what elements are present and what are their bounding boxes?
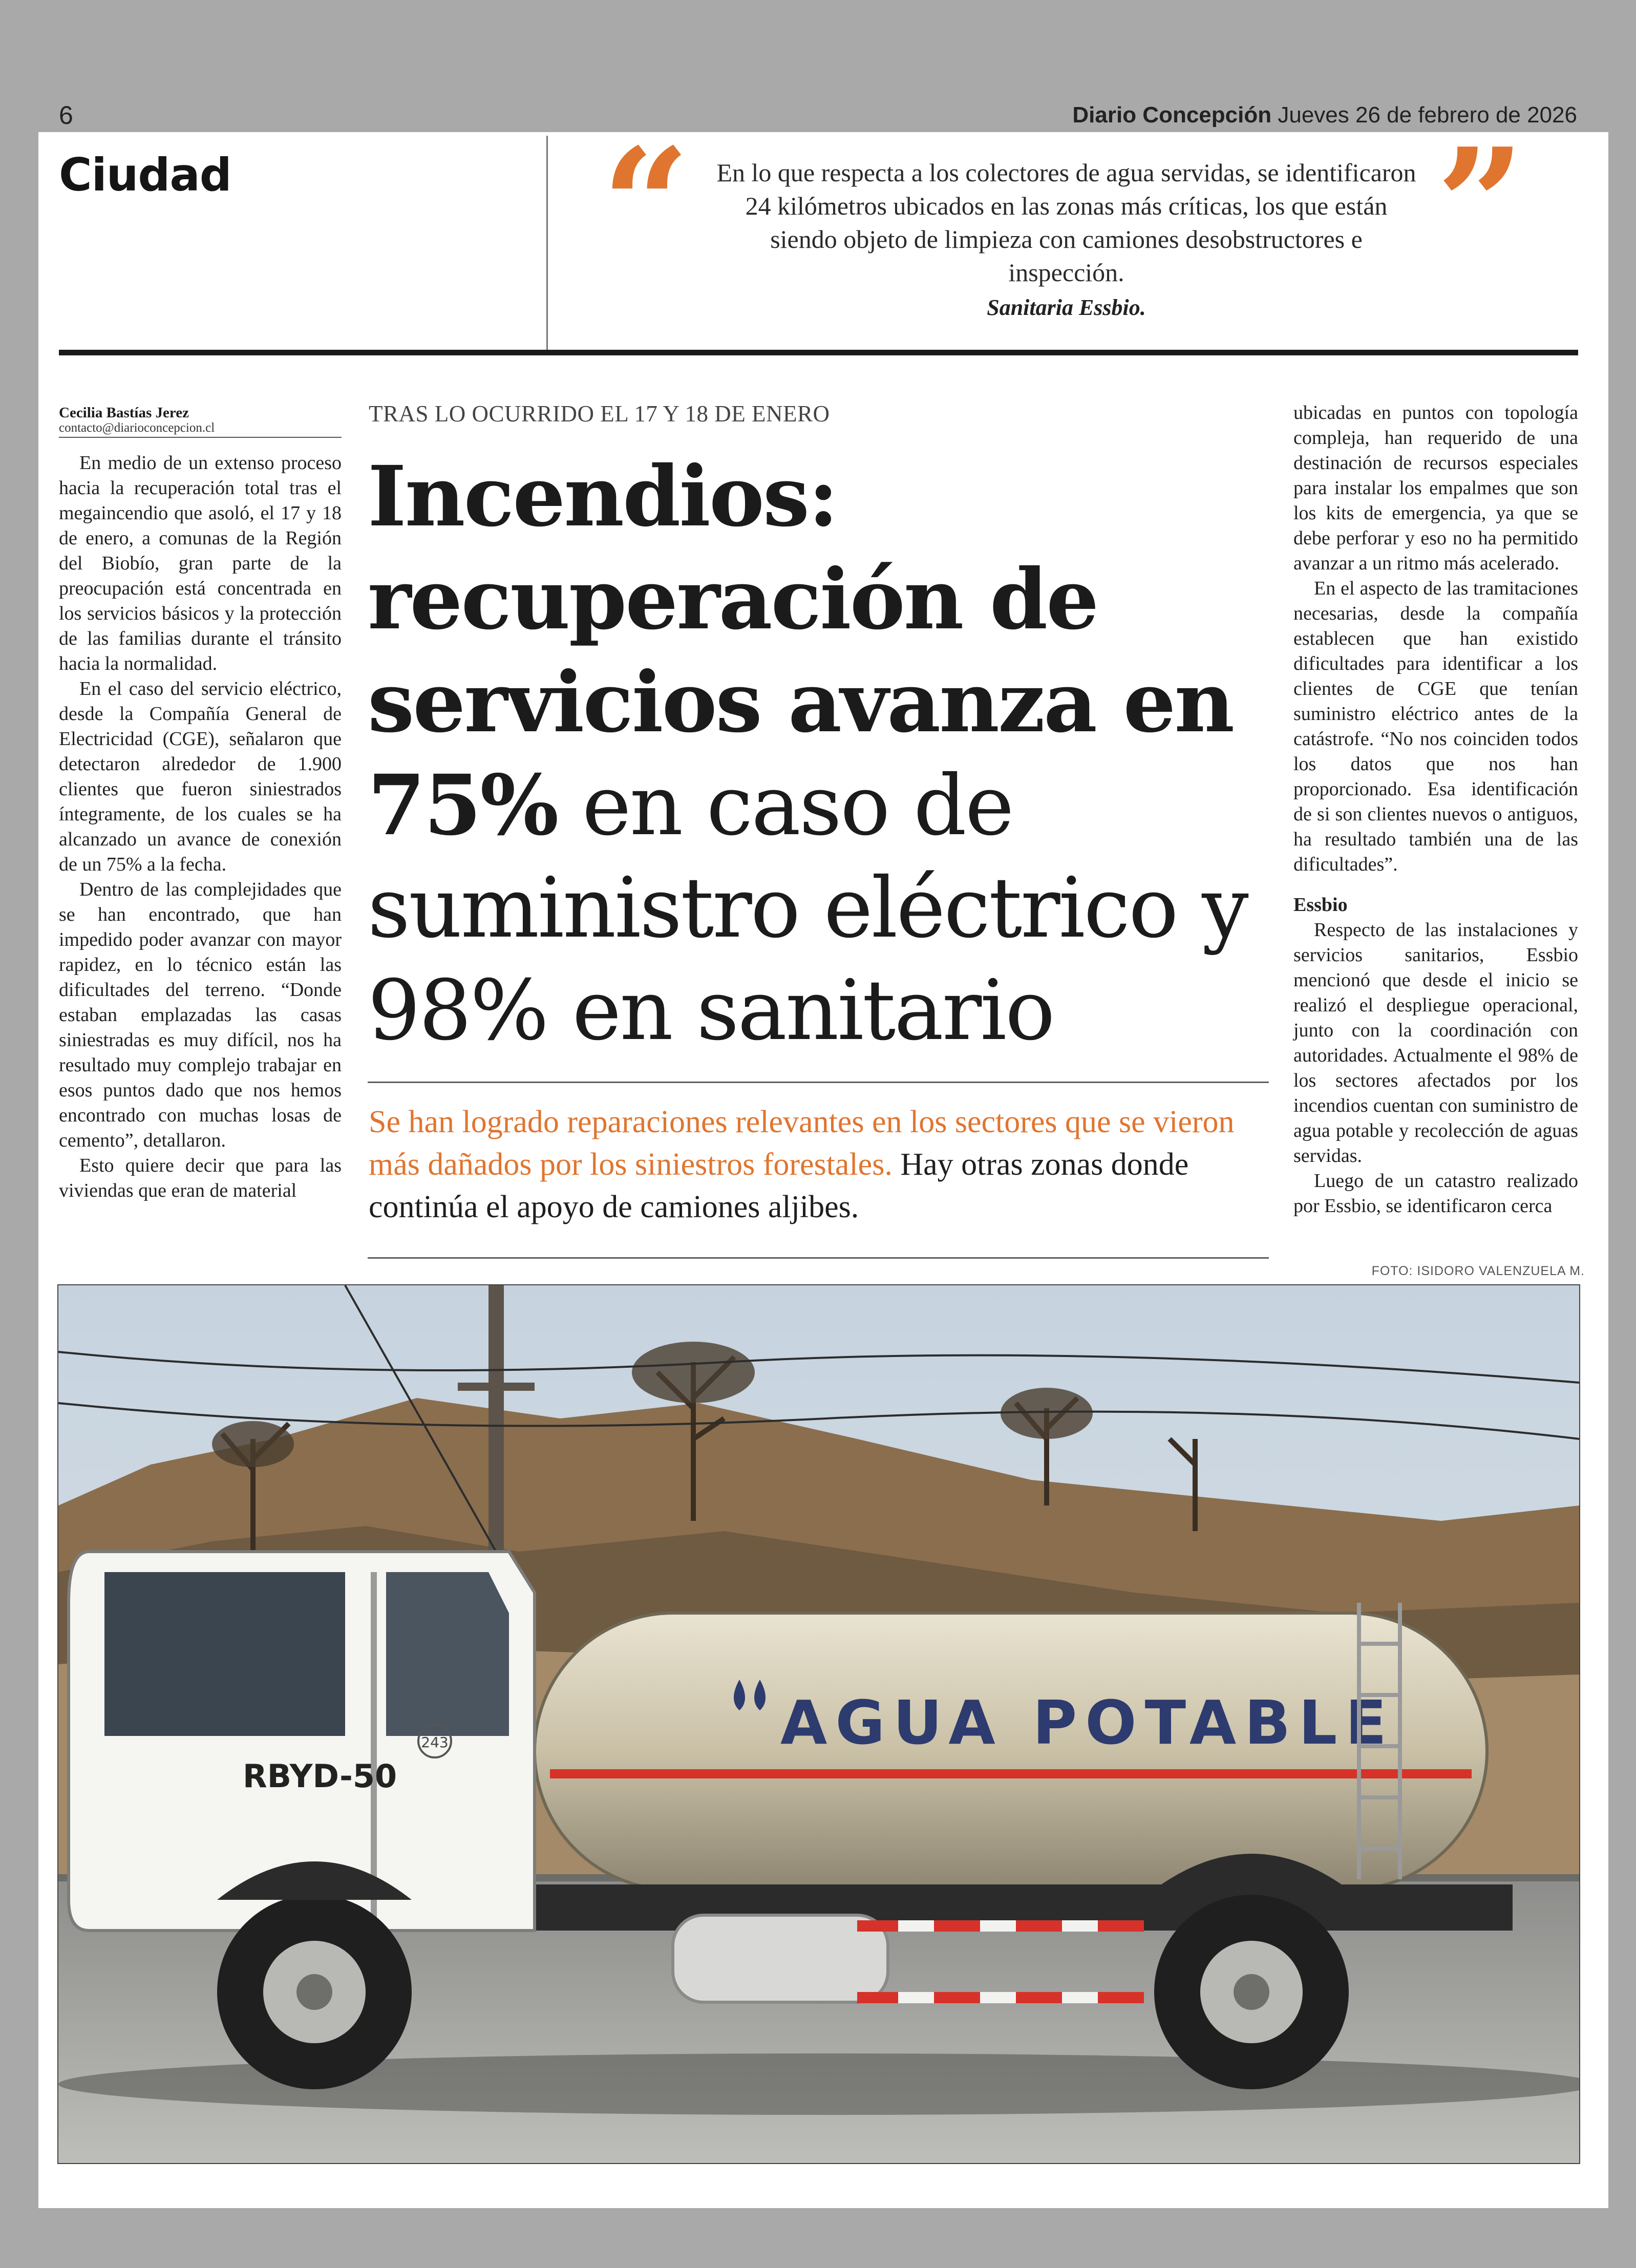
summary-rest: Hay otras zonas donde continúa el apoyo de camiones aljibes. — [369, 1147, 1189, 1224]
right-paragraph: Respecto de las instalaciones y servicios sanitarios, Essbio mencionó que desde el inicio se realizó el despliegue operacional, junto con la coordinación con autoridades. Actualmente el 98% de los sectores afectados por los incendios cuentan con suministro de agua potable y recolección de aguas servidas. — [1293, 919, 1578, 1167]
summary-bottom-rule — [368, 1257, 1269, 1259]
tank-lettering: AGUA POTABLE — [780, 1687, 1395, 1758]
headline — [368, 446, 1279, 1062]
summary-highlight: Se han logrado reparaciones relevantes en los sectores que se vieron más dañados por los siniestros forestales. — [369, 1105, 1235, 1182]
byline-rule — [59, 437, 342, 438]
folio-bar — [59, 100, 1577, 136]
headline-regular: en caso de suministro eléctrico y 98% en sanitario — [368, 758, 1247, 1059]
right-paragraph: En el aspecto de las tramitaciones necesarias, desde la compañía establecen que han existido dificultades para identificar a los clientes de CGE que tenían suministro eléctrico antes de la catástrofe. “No nos coinciden todos los datos que nos han proporcionado. Esa identificación de si son clientes nuevos o antiguos, ha resultado también una de las dificultades”. — [1293, 578, 1578, 875]
right-paragraph: ubicadas en puntos con topología compleja, han requerido de una destinación de recursos especiales para instalar los empalmes que son los kits de emergencia, ya que se debe perforar y eso no ha permitido avanzar a un ritmo más acelerado. — [1293, 402, 1578, 574]
left-paragraph: Dentro de las complejidades que se han encontrado, que han impedido poder avanzar con mayor rapidez, en lo técnico están las dificultades del terreno. “Donde estaban emplazadas las casas siniestradas es muy difícil, nos ha resultado muy complejo trabajar en esos puntos dado que nos hemos encontrado con muchas losas de cemento”, detallaron. — [59, 879, 342, 1151]
newspaper-name: Diario Concepción — [1072, 102, 1272, 128]
right-column — [1293, 400, 1578, 1219]
article-photo — [57, 1284, 1580, 2164]
pull-quote-source: Sanitaria Essbio. — [987, 295, 1146, 320]
byline-email: contacto@diarioconcepcion.cl — [59, 421, 215, 435]
header-divider — [546, 136, 548, 351]
left-column — [59, 451, 342, 1203]
issue-date: Jueves 26 de febrero de 2026 — [1278, 102, 1577, 128]
section-title: Ciudad — [59, 149, 231, 201]
byline-author: Cecilia Bastías Jerez — [59, 405, 189, 421]
pull-quote-text: En lo que respecta a los colectores de agua servidas, se identificaron 24 kilómetros ubicados en las zonas más críticas, los que están siendo objeto de limpieza con camiones desobstructores e inspección. — [716, 158, 1416, 287]
kicker: TRAS LO OCURRIDO EL 17 Y 18 DE ENERO — [369, 401, 830, 427]
quote-close-icon: ” — [1436, 114, 1525, 295]
left-paragraph: En el caso del servicio eléctrico, desde la Compañía General de Electricidad (CGE), señalaron que detectaron alrededor de 1.900 clientes que fueron siniestrados íntegramente, de los cuales se ha alcanzado un avance de conexión de un 75% a la fecha. — [59, 678, 342, 875]
summary — [369, 1101, 1270, 1228]
water-truck-illustration — [58, 1285, 1579, 2163]
headline-bold: Incendios: recuperación de servicios avanza en 75% — [368, 448, 1234, 854]
photo-credit: FOTO: ISIDORO VALENZUELA M. — [1371, 1264, 1585, 1278]
page-number: 6 — [59, 101, 73, 130]
wheel — [217, 1895, 412, 2089]
left-paragraph: En medio de un extenso proceso hacia la recuperación total tras el megaincendio que asoló, el 17 y 18 de enero, a comunas de la Región del Biobío, gran parte de la preocupación está concentrada en los servicios básicos y la protección de las familias durante el tránsito hacia la normalidad. — [59, 452, 342, 674]
wheel — [1154, 1895, 1349, 2089]
right-subheading: Essbio — [1293, 894, 1348, 916]
plate-number: RBYD-50 — [243, 1757, 397, 1795]
left-paragraph: Esto quiere decir que para las viviendas que eran de material — [59, 1155, 342, 1201]
summary-top-rule — [368, 1082, 1269, 1083]
unit-number: 243 — [421, 1734, 449, 1751]
right-paragraph: Luego de un catastro realizado por Essbio, se identificaron cerca — [1293, 1170, 1578, 1217]
header-rule — [59, 350, 1578, 355]
quote-open-icon: “ — [602, 114, 690, 295]
